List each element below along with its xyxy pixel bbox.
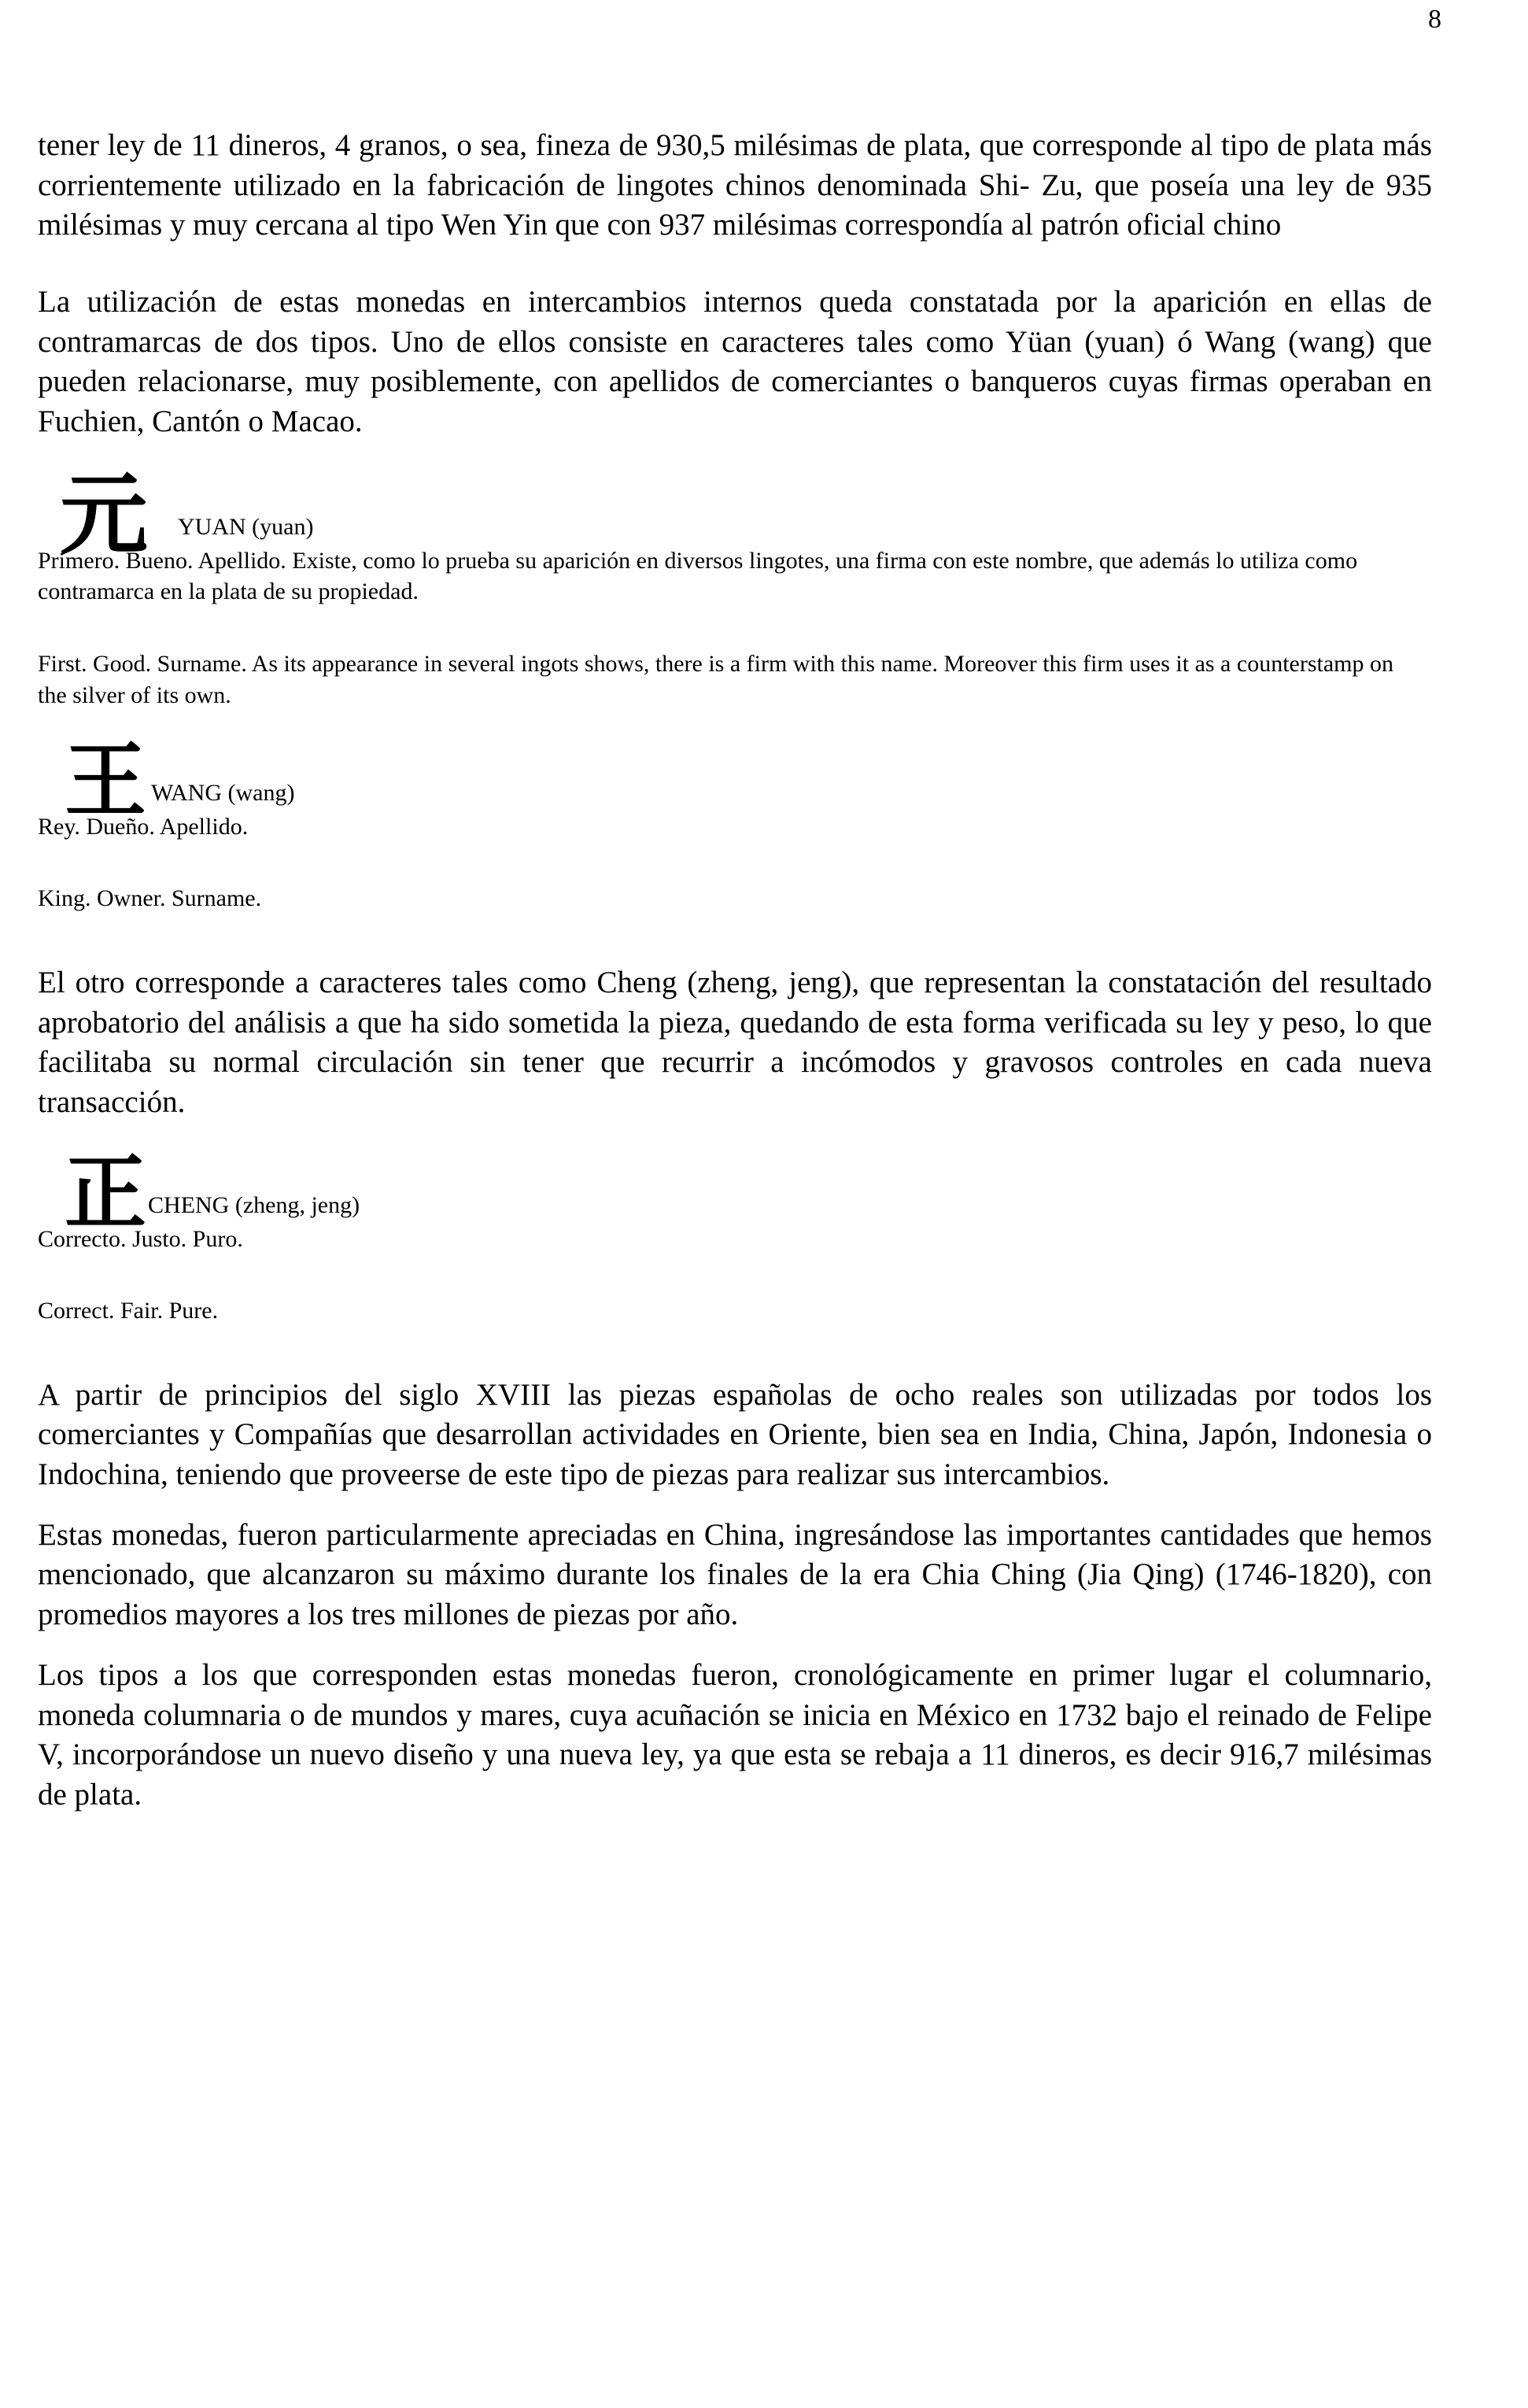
paragraph-1: tener ley de 11 dineros, 4 granos, o sea, fineza de 930,5 milésimas de plata, que corresponde al tipo de plata más corrientemente utilizado en la fabricación de lingotes chinos denominada Shi- Zu, que poseía una ley de 935 milésimas y muy cercana al tipo Wen Yin que con 937 milésimas correspondía al patrón oficial chino	[38, 128, 1432, 242]
countermark-label-yuan: YUAN (yuan)	[178, 513, 314, 540]
countermark-definition-es-yuan: Primero. Bueno. Apellido. Existe, como lo prueba su aparición en diversos lingotes, una firma con este nombre, que además lo utiliza como contramarca en la plata de su propiedad.	[38, 547, 1358, 605]
caption-spacer	[38, 1254, 1432, 1295]
paragraph-4: A partir de principios del siglo XVIII las piezas españolas de ocho reales son utilizadas por todos los comerciantes y Compañías que desarrollan actividades en Oriente, bien sea en India, China, Japón, Indonesia o Indochina, teniendo que proveerse de este tipo de piezas para realizar sus intercambios.	[38, 1377, 1432, 1492]
paragraph-3: El otro corresponde a caracteres tales como Cheng (zheng, jeng), que representan la constatación del resultado aprobatorio del análisis a que ha sido sometida la pieza, quedando de esta forma verificada su ley y peso, lo que facilitaba su normal circulación sin tener que recurrir a incómodos y gravosos controles en cada nueva transacción.	[38, 966, 1432, 1120]
block-spacer	[38, 914, 1432, 963]
paragraph-6: Los tipos a los que corresponden estas monedas fueron, cronológicamente en primer lugar el columnario, moneda columnaria o de mundos y mares, cuya acuñación se inicia en México en 1732 bajo el reinado de Felipe V, incorporándose un nuevo diseño y una nueva ley, ya que esta se rebaja a 11 dineros, es decir 916,7 milésimas de plata.	[38, 1657, 1432, 1812]
countermark-block-yuan	[38, 464, 1432, 711]
countermark-block-wang	[38, 733, 1432, 914]
countermark-definition-en-cheng: Correct. Fair. Pure.	[38, 1298, 219, 1324]
block-spacer	[38, 1327, 1432, 1376]
paragraph-spacer	[38, 1635, 1432, 1656]
page-number: 8	[1428, 5, 1441, 34]
caption-spacer	[38, 842, 1432, 883]
countermark-definition-en-yuan: First. Good. Surname. As its appearance in several ingots shows, there is a firm with this name. Moreover this firm uses it as a counterstamp on the silver of its own.	[38, 651, 1393, 708]
countermark-label-cheng: CHENG (zheng, jeng)	[148, 1191, 360, 1218]
han-character-cheng-icon: 正	[65, 1144, 147, 1241]
caption-spacer	[38, 608, 1432, 648]
countermark-definition-es-cheng: Correcto. Justo. Puro.	[38, 1225, 243, 1252]
paragraph-spacer	[38, 442, 1432, 475]
han-character-yuan-icon: 元	[60, 464, 148, 567]
paragraph-2: La utilización de estas monedas en intercambios internos queda constatada por la aparición en ellas de contramarcas de dos tipos. Uno de ellos consiste en caracteres tales como Yüan (yuan) ó Wang (wang) que pueden relacionarse, muy posiblemente, con apellidos de comerciantes o banqueros cuyas firmas operaban en Fuchien, Cantón o Macao.	[38, 285, 1432, 439]
countermark-block-cheng	[38, 1144, 1432, 1327]
page-content	[38, 126, 1432, 1815]
countermark-definition-es-wang: Rey. Dueño. Apellido.	[38, 813, 249, 840]
glyph-label-row	[38, 464, 1432, 567]
countermark-definition-en-wang: King. Owner. Surname.	[38, 885, 262, 912]
paragraph-spacer	[38, 1123, 1432, 1156]
paragraph-5: Estas monedas, fueron particularmente apreciadas en China, ingresándose las importantes cantidades que hemos mencionado, que alcanzaron su máximo durante los finales de la era Chia Ching (Jia Qing) (1746-1820), con promedios mayores a los tres millones de piezas por año.	[38, 1517, 1432, 1632]
countermark-label-wang: WANG (wang)	[151, 779, 295, 806]
paragraph-spacer	[38, 1495, 1432, 1516]
block-spacer	[38, 711, 1432, 744]
han-character-wang-icon: 王	[65, 733, 147, 829]
paragraph-spacer	[38, 246, 1432, 283]
